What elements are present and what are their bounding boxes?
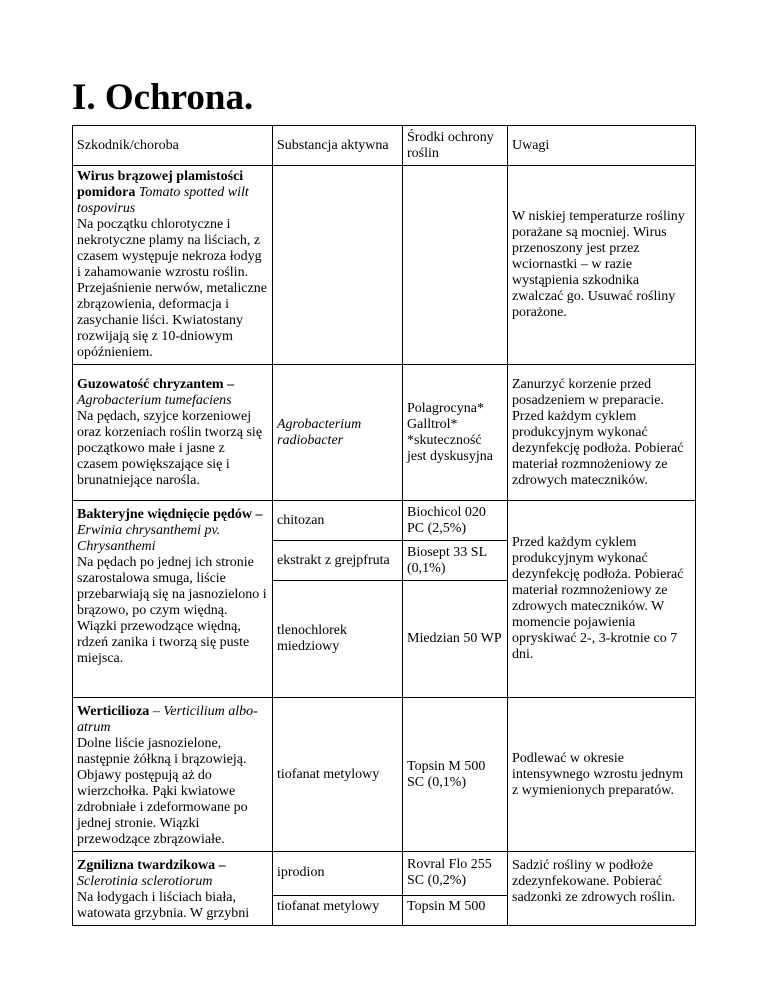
pest-cell (73, 365, 273, 501)
pest-description: Na początku chlorotyczne i nekrotyczne plamy na liściach, z czasem występuje nekroza łodyg i zahamowanie wzrostu roślin. Przejaśnienie nerwów, metaliczne zbrązowienia, deformacja i zasychanie liści. Kwiatostany rozwijają się z 10-dniowym opóźnieniem. (77, 217, 267, 360)
pest-name: Wirus brązowej plamistości pomidora (77, 169, 244, 200)
products-cell (403, 166, 508, 365)
pest-latin-name: Erwinia chrysanthemi pv. Chrysanthemi (77, 523, 221, 554)
pest-latin-name: Agrobacterium tumefaciens (77, 392, 232, 408)
pest-latin-name: – Verticilium albo-atrum (77, 704, 258, 735)
header-pest: Szkodnik/choroba (73, 126, 273, 166)
pest-latin-name: Tomato spotted wilt tospovirus (77, 185, 249, 216)
notes-cell: Przed każdym cyklem produkcyjnym wykonać dezynfekcję podłoża. Pobierać materiał rozmnożeniowy ze zdrowych mateczników. W momencie pojawienia opryskiwać 2-, 3-krotnie co 7 dni. (508, 501, 696, 698)
substance-cell (273, 365, 403, 501)
notes-cell: W niskiej temperaturze rośliny porażane są mocniej. Wirus przenoszony jest przez wciornastki – w razie wystąpienia szkodnika zwalczać go. Usuwać rośliny porażone. (508, 166, 696, 365)
header-notes: Uwagi (508, 126, 696, 166)
table-row (73, 166, 696, 365)
substance-cell: ekstrakt z grejpfruta (273, 541, 403, 581)
page-title: I. Ochrona. (72, 77, 254, 118)
pest-latin-name: Sclerotinia sclerotiorum (77, 874, 213, 889)
table-row (73, 852, 696, 896)
notes-cell: Zanurzyć korzenie przed posadzeniem w preparacie. Przed każdym cyklem produkcyjnym wykonać dezynfekcję podłoża. Pobierać materiał rozmnożeniowy ze zdrowych mateczników. (508, 365, 696, 501)
pest-name: Zgnilizna twardzikowa – (77, 858, 226, 873)
products-cell: Miedzian 50 WP (403, 581, 508, 698)
pest-cell (73, 501, 273, 698)
pest-cell (73, 852, 273, 926)
pest-cell (73, 698, 273, 852)
pest-name: Werticilioza (77, 704, 150, 719)
substance-cell (273, 166, 403, 365)
pest-description: Na łodygach i liściach biała, watowata grzybnia. W grzybni (77, 890, 250, 921)
notes-cell: Podlewać w okresie intensywnego wzrostu jednym z wymienionych preparatów. (508, 698, 696, 852)
pest-description: Na pędach, szyjce korzeniowej oraz korzeniach roślin tworzą się początkowo małe i jasne z czasem powiększające się i brunatniejące narośla. (77, 408, 263, 488)
pest-description: Dolne liście jasnozielone, następnie żółkną i brązowieją. Objawy postępują aż do wierzchołka. Pąki kwiatowe zdrobniałe i zdeformowane po jednej stronie. Wiązki przewodzące zbrązowiałe. (77, 736, 248, 847)
table-row (73, 501, 696, 541)
substance-name: Agrobacterium radiobacter (277, 416, 362, 448)
substance-cell: iprodion (273, 852, 403, 896)
products-cell: Polagrocyna* Galltrol* *skuteczność jest dyskusyjna (403, 365, 508, 501)
pest-name: Guzowatość chryzantem – (77, 376, 235, 392)
table-row (73, 365, 696, 501)
substance-cell: tlenochlorek miedziowy (273, 581, 403, 698)
substance-cell: chitozan (273, 501, 403, 541)
products-cell: Biosept 33 SL (0,1%) (403, 541, 508, 581)
products-cell: Biochicol 020 PC (2,5%) (403, 501, 508, 541)
header-products: Środki ochrony roślin (403, 126, 508, 166)
pest-cell (73, 166, 273, 365)
products-cell: Topsin M 500 (403, 895, 508, 925)
protection-table (72, 125, 696, 926)
pest-name: Bakteryjne więdnięcie pędów – (77, 507, 263, 522)
table-header-row (73, 126, 696, 166)
substance-cell: tiofanat metylowy (273, 895, 403, 925)
substance-cell: tiofanat metylowy (273, 698, 403, 852)
pest-description: Na pędach po jednej ich stronie szarostalowa smuga, liście przebarwiają się na jasnozielono i brązowo, po czym więdną. Wiązki przewodzące więdną, rdzeń zanika i tworzą się puste miejsca. (77, 555, 267, 666)
products-cell: Topsin M 500 SC (0,1%) (403, 698, 508, 852)
header-active-substance: Substancja aktywna (273, 126, 403, 166)
table-row (73, 698, 696, 852)
products-cell: Rovral Flo 255 SC (0,2%) (403, 852, 508, 896)
notes-cell: Sadzić rośliny w podłoże zdezynfekowane. Pobierać sadzonki ze zdrowych roślin. (508, 852, 696, 926)
